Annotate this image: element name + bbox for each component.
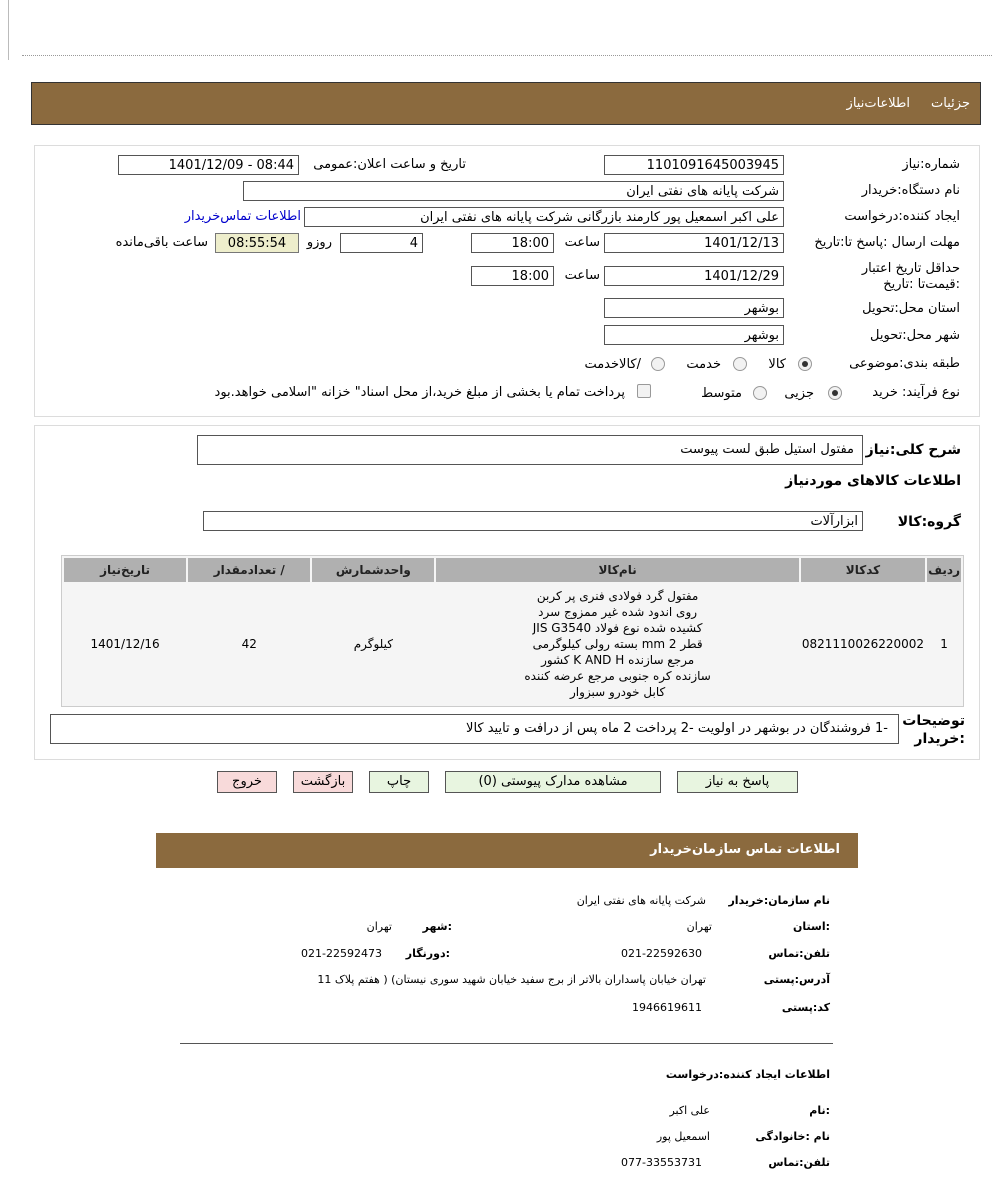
days-label: روزو <box>306 235 332 250</box>
validity-label: حداقل تاریخ اعتبار :قیمت‌تا :تاریخ <box>861 261 960 292</box>
remaining-label: ساعت باقی‌مانده <box>115 235 208 250</box>
creator-phone-value: 077-33553731 <box>621 1156 702 1169</box>
deadline-label: مهلت ارسال :پاسخ تا:تاریخ <box>814 235 960 250</box>
buyer-notes-label-1: توضیحات <box>902 713 965 729</box>
general-desc-label: شرح کلی:نیاز <box>865 442 961 458</box>
buyer-contact-link[interactable]: اطلاعات تماس‌خریدار <box>184 209 301 224</box>
col-row: ردیف <box>927 558 961 582</box>
row-name-line: کابل خودرو سبزوار <box>570 685 666 699</box>
table-row <box>64 584 961 704</box>
buyer-notes-label-2: :خریدار <box>914 731 965 747</box>
phone-label: تلفن:تماس <box>768 947 830 960</box>
contact-city-label: :شهر <box>422 920 452 933</box>
row-name-line: مفتول گرد فولادی فنری پر کربن <box>536 589 699 603</box>
city-field: بوشهر <box>604 325 784 345</box>
row-name-line: مرجع سازنده K AND H کشور <box>541 653 695 667</box>
days-field: 4 <box>340 233 423 253</box>
radio-service[interactable] <box>733 357 747 371</box>
validity-date-field: 1401/12/29 <box>604 266 784 286</box>
address-value: تهران خیابان پاسداران بالاتر از برج سفید خیابان شهید سوری نیستان) ( هفتم پلاک 11 <box>317 973 706 986</box>
radio-medium[interactable] <box>753 386 767 400</box>
contact-province-value: تهران <box>686 920 712 933</box>
row-name-line: روی اندود شده غیر ممزوج سرد <box>538 605 698 619</box>
back-button[interactable]: بازگشت <box>293 771 353 793</box>
col-date: تاریخ‌نیاز <box>64 558 186 582</box>
col-qty: / تعدادمقدار <box>188 558 310 582</box>
treasury-note: پرداخت تمام یا بخشی از مبلغ خرید،از محل اسناد" خزانه "اسلامی خواهد.بود <box>214 385 625 400</box>
org-label: نام سازمان:خریدار <box>728 894 830 907</box>
contact-divider <box>180 1043 833 1044</box>
phone-value: 021-22592630 <box>621 947 702 960</box>
items-table <box>61 555 964 707</box>
announce-field: 1401/12/09 - 08:44 <box>118 155 299 175</box>
province-label: استان محل:تحویل <box>862 301 960 316</box>
city-label: شهر محل:تحویل <box>870 328 960 343</box>
creator-label: ایجاد کننده:درخواست <box>844 209 960 224</box>
radio-goods[interactable] <box>798 357 812 371</box>
org-value: شرکت پایانه های نفتی ایران <box>576 894 706 907</box>
deadline-date-field: 1401/12/13 <box>604 233 784 253</box>
view-docs-button[interactable]: مشاهده مدارک پیوستی (0) <box>445 771 661 793</box>
fax-value: 021-22592473 <box>301 947 382 960</box>
validity-time-field: 18:00 <box>471 266 554 286</box>
buyer-org-field: شرکت پایانه های نفتی ایران <box>243 181 784 201</box>
col-unit: واحدشمارش <box>312 558 434 582</box>
left-border-line <box>8 0 9 60</box>
radio-partial-label: جزیی <box>784 386 814 401</box>
treasury-checkbox[interactable] <box>637 384 651 398</box>
fax-label: :دورنگار <box>405 947 450 960</box>
row-unit: کیلوگرم <box>312 584 434 704</box>
radio-goods-service-label: /کالاخدمت <box>584 357 641 372</box>
dotted-divider <box>22 55 992 56</box>
postal-label: کد:پستی <box>781 1001 830 1014</box>
category-label: طبقه بندی:موضوعی <box>849 356 960 371</box>
contact-header <box>156 833 858 868</box>
buyer-org-label: نام دستگاه:خریدار <box>861 183 960 198</box>
creator-field: علی اکبر اسمعیل پور کارمند بازرگانی شرکت پایانه های نفتی ایران <box>304 207 784 227</box>
postal-value: 1946619611 <box>632 1001 702 1014</box>
contact-city-value: تهران <box>366 920 392 933</box>
general-desc-field: مفتول استیل طبق لست پیوست <box>197 435 863 465</box>
row-name <box>436 584 798 704</box>
col-code: کدکالا <box>801 558 925 582</box>
col-name: نام‌کالا <box>436 558 798 582</box>
creator-info-title: اطلاعات ایجاد کننده:درخواست <box>665 1068 830 1081</box>
contact-title: اطلاعات تماس سازمان‌خریدار <box>650 842 840 857</box>
row-date: 1401/12/16 <box>64 584 186 704</box>
table-header-row <box>64 558 961 582</box>
creator-phone-label: تلفن:تماس <box>768 1156 830 1169</box>
province-field: بوشهر <box>604 298 784 318</box>
print-button[interactable]: چاپ <box>369 771 429 793</box>
row-name-line: کشیده شده نوع فولاد JIS G3540 <box>532 621 703 635</box>
radio-service-label: خدمت <box>686 357 721 372</box>
need-number-field: 1101091645003945 <box>604 155 784 175</box>
row-index: 1 <box>927 584 961 704</box>
creator-family-value: اسمعیل پور <box>656 1130 710 1143</box>
exit-button[interactable]: خروج <box>217 771 277 793</box>
creator-family-label: نام :خانوادگی <box>755 1130 830 1143</box>
radio-goods-service[interactable] <box>651 357 665 371</box>
header-bar <box>31 82 981 125</box>
contact-province-label: :استان <box>793 920 830 933</box>
tab-details[interactable]: جزئیات <box>931 96 970 111</box>
radio-medium-label: متوسط <box>701 386 742 401</box>
deadline-time-field: 18:00 <box>471 233 554 253</box>
address-label: آدرس:پستی <box>763 973 830 986</box>
row-code: 0821110026220002 <box>801 584 925 704</box>
row-name-line: سازنده کره جنوبی مرجع عرضه کننده <box>524 669 711 683</box>
validity-time-label: ساعت <box>564 268 600 283</box>
goods-info-heading: اطلاعات کالاهای موردنیاز <box>785 473 961 489</box>
tab-need-info[interactable]: اطلاعات‌نیاز <box>846 96 910 111</box>
row-name-line: قطر 2 mm بسته رولی کیلوگرمی <box>532 637 703 651</box>
need-number-label: شماره:نیاز <box>902 157 960 172</box>
process-label: نوع فرآیند: خرید <box>872 385 960 400</box>
remaining-timer: 08:55:54 <box>215 233 299 253</box>
creator-name-label: :نام <box>809 1104 830 1117</box>
creator-name-value: علی اکبر <box>669 1104 710 1117</box>
goods-group-field: ابزارآلات <box>203 511 863 531</box>
radio-partial[interactable] <box>828 386 842 400</box>
announce-label: تاریخ و ساعت اعلان:عمومی <box>313 157 466 172</box>
buyer-notes-field: -1 فروشندگان در بوشهر در اولویت -2 پرداخت 2 ماه پس از درافت و تایید کالا <box>50 714 899 744</box>
goods-group-label: گروه:کالا <box>897 514 961 530</box>
radio-goods-label: کالا <box>768 357 786 372</box>
deadline-time-label: ساعت <box>564 235 600 250</box>
reply-button[interactable]: پاسخ به نیاز <box>677 771 798 793</box>
row-qty: 42 <box>188 584 310 704</box>
